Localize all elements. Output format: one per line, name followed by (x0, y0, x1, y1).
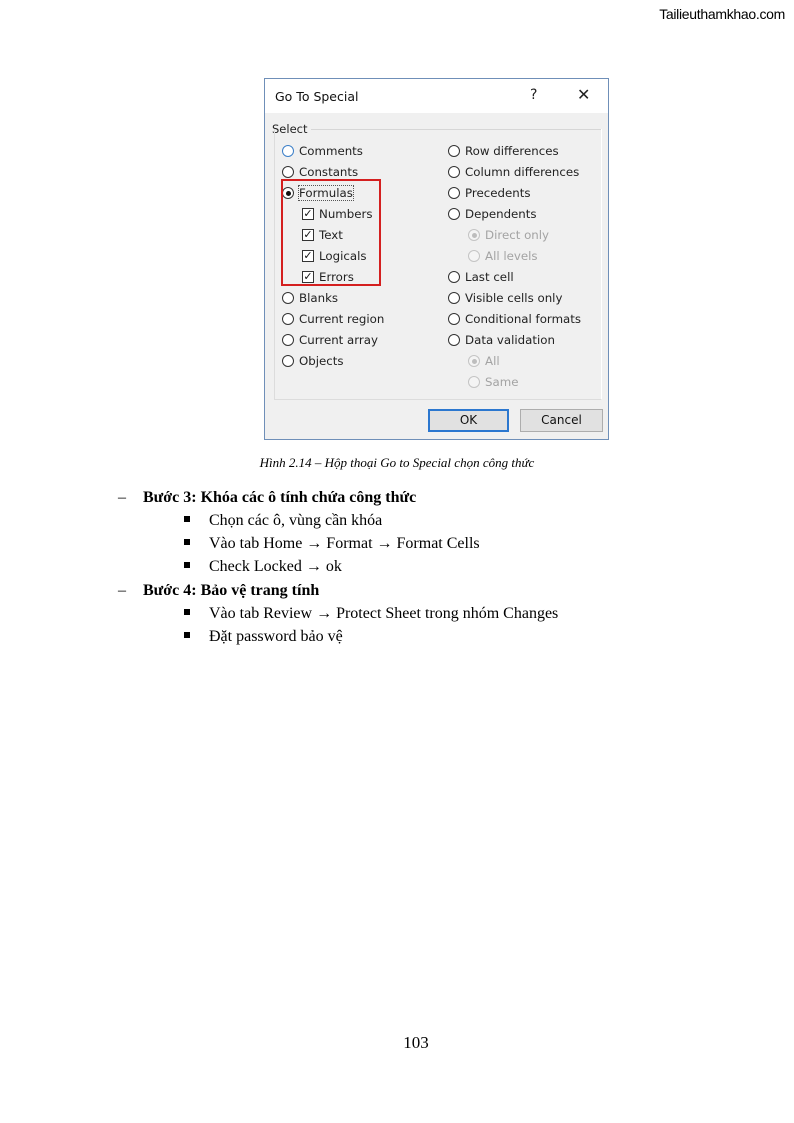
radio-icon[interactable] (282, 166, 294, 178)
option-label: Current array (299, 333, 378, 347)
checkbox-checked-icon[interactable]: ✓ (303, 228, 313, 241)
radio-icon[interactable] (448, 313, 460, 325)
option-label: Numbers (319, 207, 373, 221)
close-icon[interactable]: ✕ (577, 85, 591, 104)
figure-caption: Hình 2.14 – Hộp thoại Go to Special chọn công thức (259, 455, 535, 470)
list-item-text: Vào tab Review → Protect Sheet trong nhóm Changes (209, 605, 559, 622)
option-blanks[interactable] (282, 289, 338, 307)
dash-marker: – (118, 489, 126, 506)
option-label: All (485, 354, 500, 368)
checkbox-checked-icon[interactable]: ✓ (303, 270, 313, 283)
dialog-titlebar (265, 79, 608, 113)
option-label: Data validation (465, 333, 555, 347)
radio-icon[interactable] (282, 334, 294, 346)
list-item-text: Chọn các ô, vùng cần khóa (209, 512, 383, 529)
watermark: Tailieuthamkhao.com (659, 6, 785, 22)
option-label: Text (319, 228, 343, 242)
option-dependents[interactable] (448, 205, 537, 223)
option-label: Row differences (465, 144, 559, 158)
step-3-heading (118, 489, 416, 507)
checkbox-checked-icon[interactable]: ✓ (303, 207, 313, 220)
list-item (184, 558, 342, 576)
option-last-cell[interactable] (448, 268, 514, 286)
list-item (184, 535, 480, 553)
radio-disabled-selected-icon[interactable] (468, 229, 480, 241)
option-label: Visible cells only (465, 291, 563, 305)
option-visible-cells-only[interactable] (448, 289, 562, 307)
step-heading-text: Bước 4: Bảo vệ trang tính (143, 582, 320, 599)
option-label: Errors (319, 270, 354, 284)
option-label: Logicals (319, 249, 367, 263)
radio-disabled-icon[interactable] (468, 376, 480, 388)
select-group-label: Select (272, 122, 308, 136)
list-item-text: Check Locked → ok (209, 558, 342, 575)
option-validation-all[interactable] (468, 352, 500, 370)
list-item (184, 512, 382, 530)
radio-icon[interactable] (448, 145, 460, 157)
bullet-square-icon (184, 539, 190, 545)
list-item-text: Vào tab Home → Format → Format Cells (209, 535, 480, 552)
radio-icon[interactable] (448, 334, 460, 346)
radio-icon[interactable] (448, 187, 460, 199)
radio-disabled-selected-icon[interactable] (468, 355, 480, 367)
cancel-button[interactable]: Cancel (520, 409, 603, 432)
radio-icon[interactable] (282, 355, 294, 367)
option-label: Blanks (299, 291, 339, 305)
option-label: Conditional formats (465, 312, 582, 326)
radio-icon[interactable] (448, 292, 460, 304)
bullet-square-icon (184, 632, 190, 638)
option-label: Dependents (465, 207, 537, 221)
radio-icon[interactable] (448, 271, 460, 283)
option-current-array[interactable] (282, 331, 378, 349)
option-objects[interactable] (282, 352, 344, 370)
option-precedents[interactable] (448, 184, 531, 202)
step-4-heading (118, 582, 319, 600)
option-data-validation[interactable] (448, 331, 555, 349)
go-to-special-dialog (264, 78, 609, 440)
bullet-square-icon (184, 516, 190, 522)
option-label: Same (485, 375, 519, 389)
list-item-text: Đặt password bảo vệ (209, 628, 343, 645)
ok-button[interactable]: OK (428, 409, 509, 432)
radio-icon[interactable] (282, 145, 294, 157)
option-validation-same[interactable] (468, 373, 518, 391)
bullet-square-icon (184, 609, 190, 615)
page-number: 103 (403, 1033, 429, 1052)
list-item (184, 628, 343, 646)
option-label: Column differences (465, 165, 580, 179)
option-label: Precedents (465, 186, 531, 200)
option-row-differences[interactable] (448, 142, 559, 160)
radio-icon[interactable] (282, 292, 294, 304)
option-comments[interactable] (282, 142, 363, 160)
list-item (184, 605, 558, 623)
option-label: Constants (299, 165, 359, 179)
dialog-title: Go To Special (275, 89, 359, 104)
option-current-region[interactable] (282, 310, 384, 328)
option-label: Objects (299, 354, 344, 368)
dash-marker: – (118, 582, 126, 599)
help-icon[interactable]: ? (530, 87, 538, 103)
option-conditional-formats[interactable] (448, 310, 581, 328)
formulas-highlight-box (281, 179, 381, 286)
radio-icon[interactable] (282, 313, 294, 325)
radio-disabled-icon[interactable] (468, 250, 480, 262)
option-label: Formulas (299, 186, 353, 200)
radio-icon[interactable] (448, 208, 460, 220)
option-label: Current region (299, 312, 385, 326)
option-direct-only[interactable] (468, 226, 549, 244)
radio-icon[interactable] (448, 166, 460, 178)
step-heading-text: Bước 3: Khóa các ô tính chứa công thức (143, 489, 417, 506)
option-label: Last cell (465, 270, 514, 284)
option-column-differences[interactable] (448, 163, 579, 181)
checkbox-checked-icon[interactable]: ✓ (303, 249, 313, 262)
option-label: Comments (299, 144, 363, 158)
bullet-square-icon (184, 562, 190, 568)
option-label: All levels (485, 249, 538, 263)
option-all-levels[interactable] (468, 247, 538, 265)
option-label: Direct only (485, 228, 550, 242)
